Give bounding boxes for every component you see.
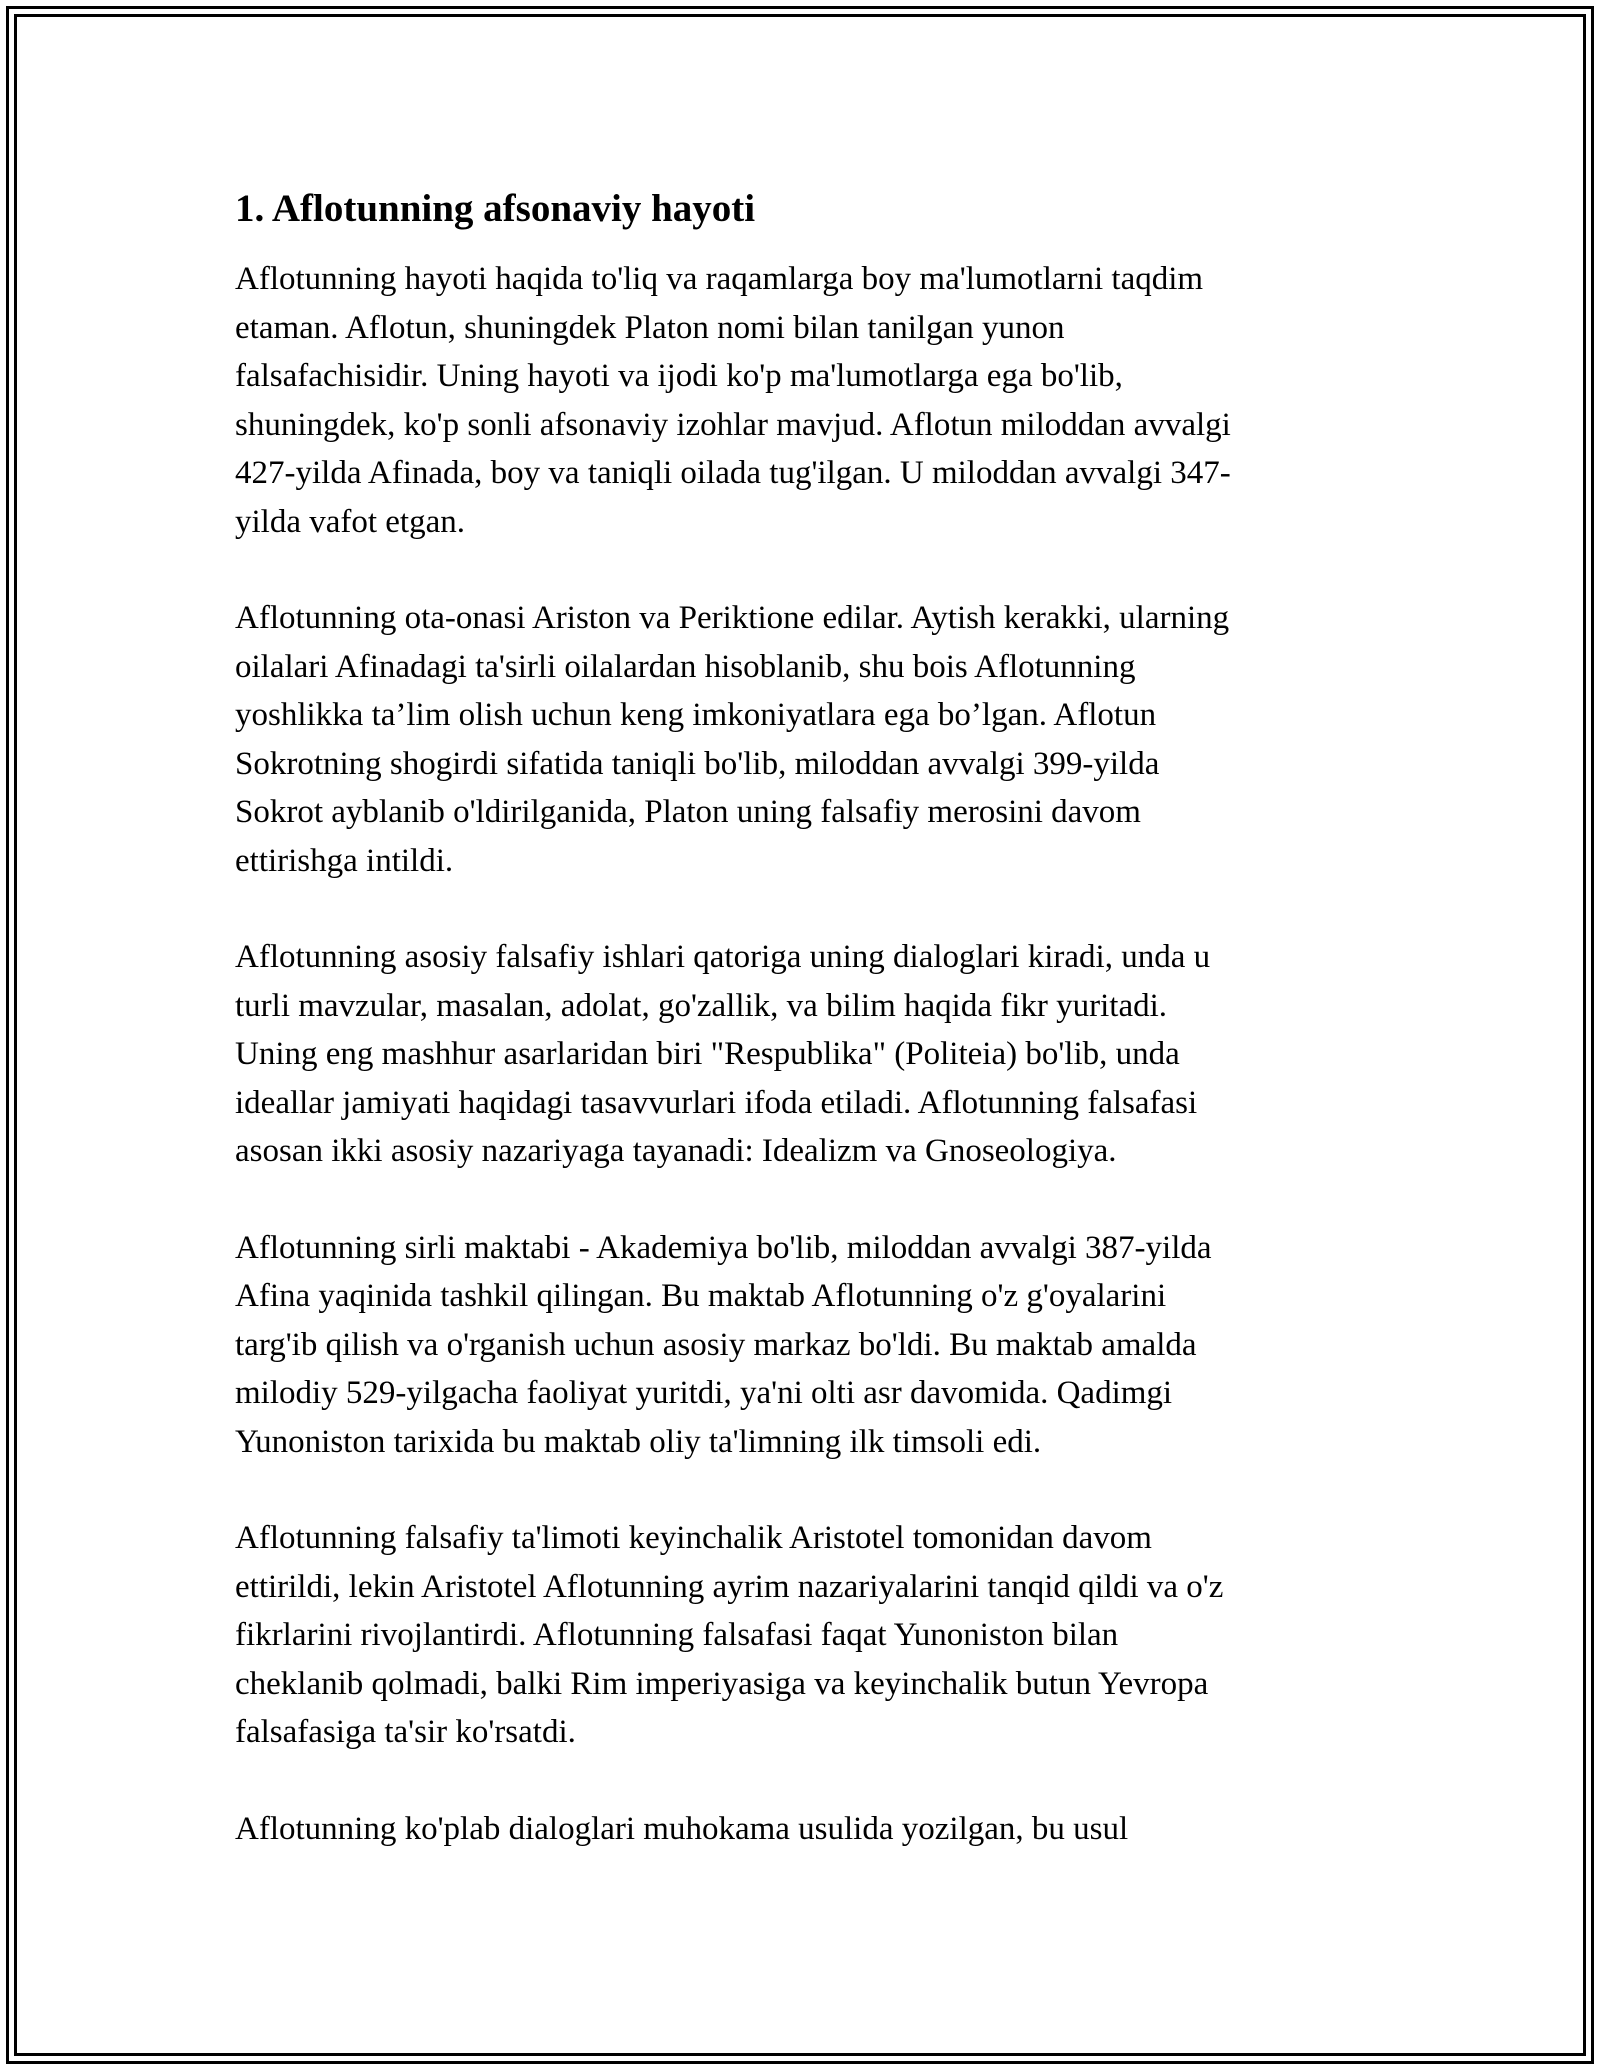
paragraph-6 [235, 1805, 1375, 1854]
text-line: asosan ikki asosiy nazariyaga tayanadi: Idealizm va Gnoseologiya. [235, 1133, 1117, 1169]
text-line: ettirildi, lekin Aristotel Aflotunning ayrim nazariyalarini tanqid qildi va o'z [235, 1568, 1224, 1605]
text-line: yoshlikka ta’lim olish uchun keng imkoniyatlara ega bo’lgan. Aflotun [235, 697, 1157, 733]
text-line: Aflotunning ko'plab dialoglari muhokama usulida yozilgan, bu usul [235, 1810, 1129, 1847]
text-line: shuningdek, ko'p sonli afsonaviy izohlar mavjud. Aflotun miloddan avvalgi [235, 406, 1231, 443]
text-line: Afina yaqinida tashkil qilingan. Bu maktab Aflotunning o'z g'oyalarini [235, 1278, 1167, 1314]
text-line: Sokrotning shogirdi sifatida taniqli bo'lib, miloddan avvalgi 399-yilda [235, 745, 1160, 782]
text-line: milodiy 529-yilgacha faoliyat yuritdi, ya'ni olti asr davomida. Qadimgi [235, 1375, 1173, 1411]
text-line: Aflotunning asosiy falsafiy ishlari qatoriga uning dialoglari kiradi, unda u [235, 939, 1211, 975]
text-line: fikrlarini rivojlantirdi. Aflotunning falsafasi faqat Yunoniston bilan [235, 1617, 1119, 1653]
text-line: etaman. Aflotun, shuningdek Platon nomi bilan tanilgan yunon [235, 309, 1065, 346]
document-body [235, 185, 1375, 1901]
paragraph-1 [235, 255, 1375, 546]
text-line: Aflotunning hayoti haqida to'liq va raqamlarga boy ma'lumotlarni taqdim [235, 261, 1204, 297]
text-line: Aflotunning sirli maktabi - Akademiya bo'lib, miloddan avvalgi 387-yilda [235, 1229, 1212, 1266]
text-line: Aflotunning ota-onasi Ariston va Periktione edilar. Aytish kerakki, ularning [235, 600, 1230, 636]
text-line: yilda vafot etgan. [235, 503, 466, 540]
text-line: ideallar jamiyati haqidagi tasavvurlari ifoda etiladi. Aflotunning falsafasi [235, 1084, 1198, 1121]
text-line: falsafasiga ta'sir ko'rsatdi. [235, 1714, 576, 1750]
text-line: cheklanib qolmadi, balki Rim imperiyasiga va keyinchalik butun Yevropa [235, 1665, 1209, 1702]
text-line: oilalari Afinadagi ta'sirli oilalardan hisoblanib, shu bois Aflotunning [235, 648, 1136, 685]
text-line: Aflotunning falsafiy ta'limoti keyinchalik Aristotel tomonidan davom [235, 1520, 1152, 1556]
text-line: falsafachisidir. Uning hayoti va ijodi ko'p ma'lumotlarga ega bo'lib, [235, 358, 1123, 394]
text-line: turli mavzular, masalan, adolat, go'zallik, va bilim haqida fikr yuritadi. [235, 987, 1168, 1024]
text-line: targ'ib qilish va o'rganish uchun asosiy markaz bo'ldi. Bu maktab amalda [235, 1326, 1197, 1363]
paragraph-4 [235, 1224, 1375, 1467]
text-line: ettirishga intildi. [235, 842, 454, 879]
text-line: Sokrot ayblanib o'ldirilganida, Platon uning falsafiy merosini davom [235, 794, 1141, 830]
paragraph-2 [235, 594, 1375, 885]
text-line: Yunoniston tarixida bu maktab oliy ta'limning ilk timsoli edi. [235, 1423, 1042, 1460]
paragraph-3 [235, 933, 1375, 1176]
paragraph-5 [235, 1514, 1375, 1757]
text-line: 427-yilda Afinada, boy va taniqli oilada tug'ilgan. U miloddan avvalgi 347- [235, 455, 1231, 491]
text-line: Uning eng mashhur asarlaridan biri "Respublika" (Politeia) bo'lib, unda [235, 1036, 1180, 1072]
section-heading: 1. Aflotunning afsonaviy hayoti [235, 187, 756, 230]
